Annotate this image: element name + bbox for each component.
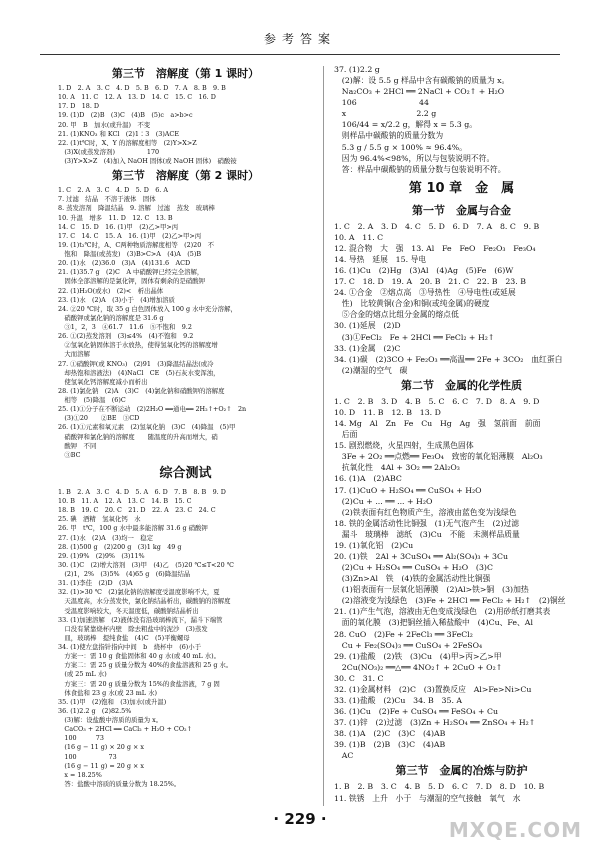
answer-line: x = 18.25%	[58, 770, 102, 779]
answer-line: 33. (1)金属 (2)C	[334, 343, 401, 353]
answer-line: ②氢氧化钠固体溶于水放热，使得氢氧化钙的溶解度增	[58, 341, 218, 350]
answer-line: 18. B 19. C 20. C 21. D 22. A 23. C 24. C	[58, 506, 216, 515]
answer-line: ③BC	[58, 450, 81, 459]
page-number: · 229 ·	[273, 810, 327, 828]
answer-line: 16. (1)Cu (2)Hg (3)Al (4)Ag (5)Fe (6)W	[334, 266, 514, 276]
answer-line: Cu + Fe₂(SO₄)₃ ══ CuSO₄ + 2FeSO₄	[334, 640, 483, 650]
answer-line: (16 g − 11 g) × 20 g × x	[58, 743, 144, 752]
answer-line: (2)解：设 5.5 g 样品中含有碳酸钠的质量为 x。	[334, 76, 510, 86]
answer-line: 性) 比较黄铜(合金)和铜(或纯金属)的硬度	[334, 299, 490, 309]
answer-line: 酸钾 不同	[58, 441, 97, 450]
answer-line: 则样品中碳酸钠的质量分数为	[334, 131, 444, 141]
answer-line: 22. (1)t℃时，X、Y 的溶解度相等 (2)Y>X>Z	[58, 138, 197, 147]
answer-line: 25. (1)①分子在不断运动 (2)2H₂O ══通电══ 2H₂↑+O₂↑ 2n	[58, 405, 247, 414]
answer-line: 饱和 降温(或蒸发) (3)B>C>A (4)A (5)B	[58, 250, 202, 258]
answer-line: 30. C 31. C	[334, 673, 384, 683]
answer-line: 10. A 11. C	[334, 232, 384, 242]
answer-line: ③1，2，3 ④61.7 11.6 ⑤不饱和 9.2	[58, 323, 192, 331]
answer-line: 18. 铁的金属活动性比铜强 (1)无气泡产生 (2)过滤	[334, 518, 520, 528]
answer-line: (3)①FeCl₂ Fe + 2HCl ══ FeCl₂ + H₂↑	[334, 332, 495, 342]
answer-line: 抗氧化性 4Al + 3O₂ ══ 2Al₂O₃	[334, 463, 460, 473]
answer-line: 29. (1)9% (2)9% (3)11%	[58, 551, 145, 560]
answer-line: 方案三：需 20 g 质量分数为 15%的食盐溶液，7 g 固	[58, 679, 220, 688]
answer-line: (3)①20 ②BE ③CD	[58, 414, 140, 423]
answer-line: 36. (1)2.2 g (2)82.5%	[58, 706, 132, 715]
answer-line: 12. 混合物 大 强 13. Al Fe FeO Fe₂O₃ Fe₃O₄	[334, 243, 536, 253]
section-heading: 第二节 金属的化学性质	[401, 378, 522, 392]
answer-line: 1. C 2. A 3. D 4. C 5. D 6. D 7. A 8. C 9. B	[334, 221, 540, 231]
answer-line: 17. C 14. C 15. A 16. (1)甲 (2)乙>甲>丙	[58, 231, 202, 240]
answer-line: 14. Mg Al Zn Fe Cu Hg Ag 强 氢前面 前面	[334, 419, 541, 429]
answer-line: (3)Zn>Al 铁 (4)铁的金属活动性比铜强	[334, 574, 491, 584]
watermark: MXQE.COM	[448, 818, 582, 842]
answer-line: 24. ②20 ℃时，取 35 g 白色固体放入 100 g 水中充分溶解，	[58, 304, 237, 313]
answer-line: 14. 导热 延展 15. 导电	[334, 255, 427, 265]
answer-line: 使氢氧化钙溶解度减小而析出	[58, 377, 148, 386]
answer-line: 25. 碘 酒精 氢氧化钙 水	[58, 515, 141, 524]
answer-line: 20. (1)铁 2Al + 3CuSO₄ ══ Al₂(SO₄)₃ + 3Cu	[334, 551, 508, 561]
answer-line: 19. (1)t₂℃时，A、C两种物质溶解度相等 (2)20 不	[58, 240, 215, 249]
answer-line: (1)铝表面有一层氧化铝薄膜 (2)Al>铁>铜 (3)加热	[334, 585, 529, 595]
answer-line: 17. (1)CuO + H₂SO₄ ══ CuSO₄ + H₂O	[334, 485, 482, 495]
left-column	[58, 64, 313, 789]
answer-line: 1. D 2. A 3. C 4. D 5. B 6. D 7. A 8. B 9. B	[58, 84, 226, 92]
answer-line: 相等 (5)降温 (6)C	[58, 396, 126, 404]
answer-line: 26. ①(2)蒸发溶剂 (3)≤4% (4)不饱和 9.2	[58, 332, 194, 341]
answer-line: 24. ①合金 ②熔点高 ③导热性 ④导电性(或延展	[334, 288, 516, 298]
answer-line: 21. (1)产生气泡，溶液由无色变成浅绿色 (2)用砂纸打磨其表	[334, 607, 551, 617]
answer-line: 11. 铁锈 上升 小于 与潮湿的空气接触 氧气 水	[334, 793, 521, 803]
answer-line: 却热饱和溶液法) (4)NaCl CE (5)石灰水变浑浊，	[58, 368, 220, 377]
answer-line: 皿，玻璃棒 提纯食盐 (4)C (5)平衡螺母	[58, 633, 190, 642]
answer-line: 固体全部溶解的是氯化钾，固体有剩余的是硝酸钾	[58, 277, 205, 286]
answer-line: (2)Cu + ... ══ ... + H₂O	[334, 496, 433, 506]
answer-line: 38. (1)A (2)C (3)C (4)AB	[334, 729, 446, 739]
answer-line: ⑤合金的熔点比组分金属的熔点低	[334, 310, 459, 320]
answer-line: Na₂CO₃ + 2HCl ══ 2NaCl + CO₂↑ + H₂O	[334, 87, 505, 97]
answer-line: 1. C 2. A 3. C 4. D 5. D 6. A	[58, 186, 168, 195]
answer-line: 硝酸钾和氯化钠的溶解度 随温度的升高而增大，硝	[58, 432, 218, 441]
answer-line: (3)Y>X>Z (4)加入 NaOH 固体(或 NaOH 固体) 硝酸铵	[58, 157, 237, 165]
answer-line: (或 25 mL 水)	[58, 670, 107, 679]
answer-line: 10. A 11. C 12. A 13. D 14. C 15. C 16. D	[58, 93, 216, 102]
answer-line: 17. D 18. D	[58, 102, 100, 111]
answer-line: 32. (1)>30 ℃ (2)氯化钠的溶解度受温度影响不大，夏	[58, 588, 220, 597]
answer-line: (16 g − 11 g) = 20 g × x	[58, 761, 144, 770]
answer-line: 33. (1)盐酸 (2)Cu 34. B 35. A	[334, 695, 463, 705]
header-rule	[40, 54, 560, 55]
answer-line: 20. 甲 B 加水(或升温) 不变	[58, 120, 151, 129]
answer-line: 28. (1)500 g (2)200 g (3)1 kg 49 g	[58, 542, 182, 551]
answer-line: 34. (1)碳 (2)3CO + Fe₂O₃ ══高温══ 2Fe + 3CO₂ 血红蛋白	[334, 354, 563, 364]
answer-line: 大而溶解	[58, 350, 90, 359]
answer-line: 100 73	[58, 752, 117, 761]
answer-line: 37. (1)锌 (2)过滤 (3)Zn + H₂SO₄ ══ ZnSO₄ + H₂↑	[334, 718, 536, 728]
section-heading: 第三节 溶解度（第 2 课时）	[111, 169, 260, 183]
answer-line: (2)潮湿的空气 碳	[334, 365, 408, 375]
chapter-heading: 综合测试	[159, 465, 212, 481]
answer-line: 19. (1)氧化铝 (2)Cu	[334, 540, 414, 550]
answer-line: (2)Cu + H₂SO₄ ══ CuSO₄ + H₂O (3)C	[334, 563, 493, 573]
answer-line: 16. (1)A (2)ABC	[334, 474, 402, 484]
answer-line: 答：样品中碳酸钠的质量分数与包装说明不符。	[334, 164, 506, 174]
answer-line: 37. (1)2.2 g	[334, 65, 380, 74]
answer-line: 106 44	[334, 98, 429, 108]
answer-line: 15. 剧烈燃烧，火星四射，生成黑色固体	[334, 441, 474, 451]
answer-line: 2Cu(NO₃)₂ ══△══ 4NO₂↑ + 2CuO + O₂↑	[334, 662, 503, 672]
answer-line: 33. (1)加速溶解 (2)液体没有沿玻璃棒流下，漏斗下端管	[58, 615, 223, 624]
chapter-heading: 第 10 章 金 属	[408, 180, 515, 196]
answer-line: 31. (1)李佳 (2)D (3)A	[58, 579, 133, 588]
answer-line: 10. 升温 增多 11. D 12. C 13. B	[58, 213, 173, 222]
answer-line: 1. B 2. A 3. C 4. D 5. A 6. D 7. B 8. B 9. D	[58, 487, 226, 496]
answer-line: 26. (1)①元素和氧元素 (2)氢氧化钠 (3)C (4)降温 (5)甲	[58, 423, 236, 432]
answer-line: 22. (1)H₂O(或水) (2)< 析出晶体	[58, 286, 164, 295]
column-divider	[323, 66, 324, 806]
section-heading: 第三节 溶解度（第 1 课时）	[111, 67, 260, 80]
answer-line: 39. (1)B (2)B (3)C (4)AB	[334, 740, 446, 750]
header-title: 参考答案	[263, 32, 336, 46]
answer-line: 32. (1)金属材料 (2)C (3)置换反应 Al>Fe>Ni>Cu	[334, 684, 532, 694]
page-header	[0, 0, 600, 56]
answer-line: 8. 蒸发溶剂 降温结晶 9. 溶解 过滤 蒸发 玻璃棒	[58, 204, 215, 213]
answer-line: 方案一：需 10 g 食盐固体和 40 g 水(或 40 mL 水)。	[58, 652, 221, 661]
answer-line: 3Fe + 2O₂ ══点燃══ Fe₃O₄ 致密的氧化铝薄膜 Al₂O₃	[334, 452, 543, 462]
answer-line: 受温度影响较大，冬天温度低，碳酸钠结晶析出	[58, 606, 199, 615]
answer-line: 1. C 2. B 3. D 4. B 5. C 6. C 7. D 8. A 9. D	[334, 396, 540, 406]
answer-line: (3)X(或蒸发溶剂) 170	[58, 147, 160, 156]
answer-line: x 2.2 g	[334, 109, 437, 119]
answer-line: 7. 过滤 结晶 不溶于液体 固体	[58, 195, 156, 204]
answer-line: 106/44 = x/2.2 g，解得 x = 5.3 g。	[334, 120, 478, 130]
answer-line: 28. CuO (2)Fe + 2FeCl₃ ══ 3FeCl₂	[334, 629, 473, 639]
section-heading: 第一节 金属与合金	[412, 203, 511, 217]
answer-line: 硝酸钾或氯化钠的溶解度是 31.6 g	[58, 313, 202, 322]
answer-line: 27. (1)水 (2)A (3)均一 稳定	[58, 533, 154, 542]
answer-line: 28. (1)氯化钠 (2)A (3)C (4)氯化钠和硝酸钾的溶解度	[58, 386, 225, 395]
answer-line: 答：盐酸中溶质的质量分数为 18.25%。	[58, 779, 181, 788]
answer-line: 21. (1)35.7 g (2)C A 中硝酸钾已经完全溶解，	[58, 268, 204, 277]
answer-line: 21. (1)KNO₃ 和 KCl (2)1∶3 (3)ACE	[58, 129, 179, 138]
answer-line: 10. B 11. A 12. A 13. C 14. B 15. C	[58, 497, 192, 505]
right-column	[334, 64, 589, 804]
answer-line: 29. (1)盐酸 (2)铁 (3)Cu (4)甲>丙>乙>甲	[334, 651, 502, 661]
section-heading: 第三节 金属的冶炼与防护	[395, 764, 528, 778]
answer-line: 漏斗 玻璃棒 滤纸 (3)Cu 不能 未测样品质量	[334, 529, 520, 539]
answer-line: (2)溶液变为浅绿色 (3)Fe + 2HCl ══ FeCl₂ + H₂↑ (2)铜丝	[334, 596, 566, 606]
answer-line: 1. B 2. B 3. C 4. B 5. D 6. C 7. D 8. D 10. B	[334, 782, 545, 792]
answer-line: 30. (1)延展 (2)D	[334, 321, 401, 331]
answer-line: CaCO₃ + 2HCl ══ CaCl₂ + H₂O + CO₂↑	[58, 725, 192, 734]
answer-line: 19. (1)D (2)B (3)C (4)B (5)c a>b>c	[58, 111, 193, 120]
answer-line: 35. (1)甲 (2)饱和 (3)加水(或升温)	[58, 697, 167, 706]
answer-line: 口没有紧靠烧杯内壁 除去粗盐中的泥沙 (3)蒸发	[58, 624, 208, 633]
answer-line: 因为 96.4%<98%，所以与包装说明不符。	[334, 153, 495, 163]
answer-line: 27. ①硝酸钾(或 KNO₃) (2)91 (3)降温结晶法(或冷	[58, 359, 214, 368]
answer-line: 后面	[334, 430, 358, 440]
answer-line: 30. (1)C (2)增大溶剂 (3)甲 (4)乙 (5)20 ℃≤T<20 ℃	[58, 560, 234, 569]
answer-line: (2)铁表面有红色物质产生，溶液由蓝色变为浅绿色	[334, 507, 517, 517]
answer-line: 36. (1)Cu (2)Fe + CuSO₄ ══ FeSO₄ + Cu	[334, 707, 498, 717]
answer-line: AC	[334, 751, 354, 761]
answer-line: 20. (1)水 (2)36.0 (3)A (4)131.6 ACD	[58, 259, 191, 268]
answer-line: 面的氧化膜 (3)把铜丝插入稀盐酸中 (4)Cu、Fe、Al	[334, 618, 533, 628]
answer-line: (2)1，2% (3)5% (4)65 g (6)降温结晶	[58, 570, 191, 578]
answer-line: 23. (1)水 (2)A (3)小于 (4)增加溶质	[58, 295, 175, 304]
answer-line: 100 73	[58, 734, 104, 743]
answer-line: 体食盐和 23 g 水(或 23 mL 水)	[58, 688, 157, 697]
answer-line: 方案二：需 25 g 质量分数为 40%的食盐溶液和 25 g 水。	[58, 661, 233, 670]
answer-line: 34. (1)使左盘指针指向中间 b 烧杯中 (6)小于	[58, 643, 202, 651]
answer-line: (3)解：设盐酸中溶质的质量为 x。	[58, 716, 163, 724]
answer-line: 14. C 15. D 16. (1)甲 (2)乙>甲>丙	[58, 222, 179, 231]
answer-line: 26. 甲 t℃，100 g 水中最多能溶解 31.6 g 硝酸钾	[58, 524, 208, 533]
answer-line: 17. C 18. D 19. A 20. B 21. C 22. B 23. B	[334, 277, 526, 287]
answer-line: 天温度高，水分蒸发快，氯化钠结晶析出，碳酸钠的溶解度	[58, 597, 231, 606]
answer-line: 10. D 11. B 12. B 13. D	[334, 407, 441, 417]
answer-line: 5.3 g / 5.5 g × 100% ≈ 96.4%。	[334, 142, 467, 152]
